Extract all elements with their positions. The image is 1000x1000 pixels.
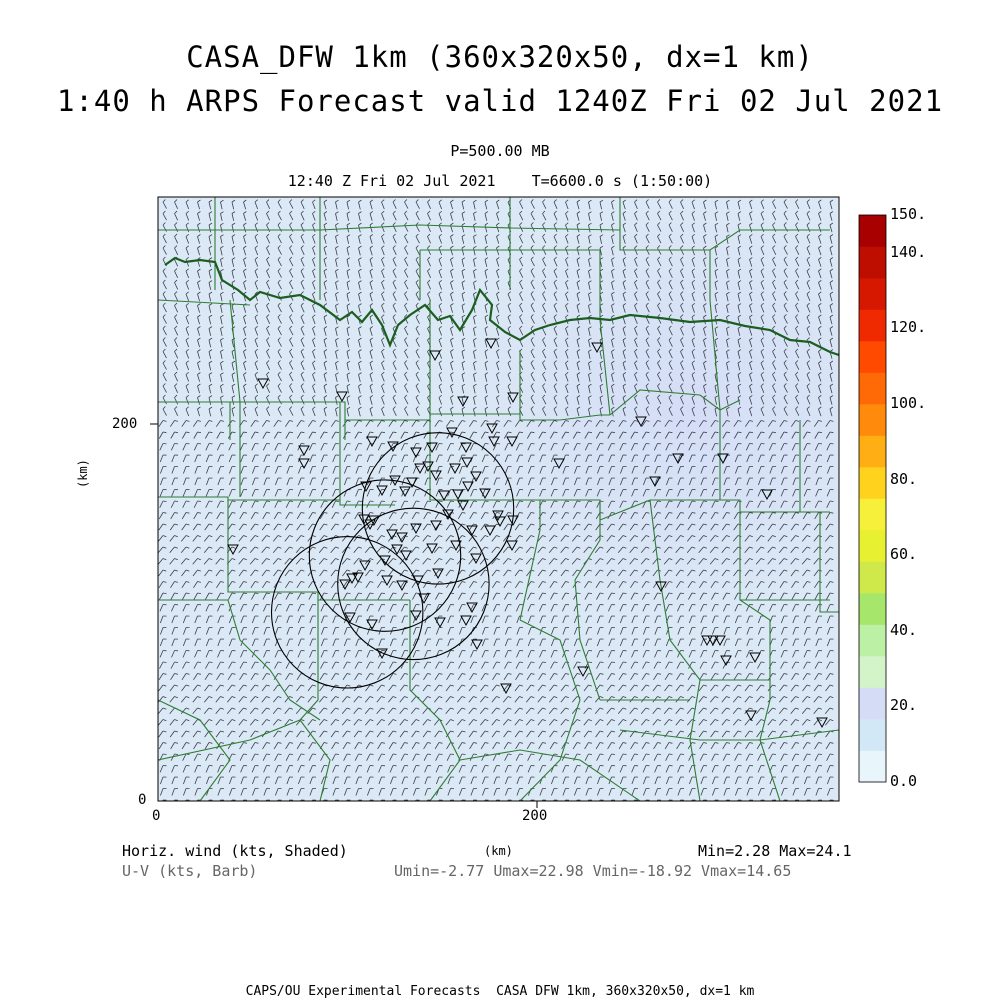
colorbar-label: 0.0	[890, 772, 918, 790]
colorbar-segment	[859, 310, 886, 342]
colorbar-segment	[859, 278, 886, 310]
y-tick-label-0: 0	[138, 792, 147, 808]
x-tick-label-0: 0	[152, 808, 161, 824]
colorbar-segment	[859, 341, 886, 373]
valid-time: 12:40 Z Fri 02 Jul 2021 T=6600.0 s (1:50:00)	[287, 172, 713, 190]
colorbar-segment	[859, 719, 886, 751]
y-axis-label: (km)	[76, 459, 90, 488]
colorbar-segment	[859, 499, 886, 531]
colorbar-segment	[859, 215, 886, 247]
plot-title: CASA_DFW 1km (360x320x50, dx=1 km)	[186, 40, 814, 74]
colorbar-label: 40.	[890, 620, 918, 639]
uv-range-readout: Umin=-2.77 Umax=22.98 Vmin=-18.92 Vmax=14.65	[394, 862, 792, 880]
plot-subtitle: 1:40 h ARPS Forecast valid 1240Z Fri 02 Jul 2021	[56, 84, 944, 118]
y-tick-label-200: 200	[112, 416, 138, 432]
colorbar-segment	[859, 562, 886, 594]
colorbar-label: 100.	[890, 394, 927, 412]
vector-field-label: U-V (kts, Barb)	[122, 862, 258, 880]
colorbar-label: 20.	[890, 696, 918, 715]
colorbar-segment	[859, 247, 886, 279]
x-tick-label-200: 200	[522, 808, 548, 824]
footer-credit: CAPS/OU Experimental Forecasts CASA DFW 1km, 360x320x50, dx=1 km	[245, 984, 755, 999]
colorbar-label: 120.	[890, 318, 927, 337]
colorbar-segment	[859, 625, 886, 657]
colorbar	[859, 215, 886, 782]
colorbar-segment	[859, 656, 886, 688]
colorbar-label: 60.	[890, 545, 918, 564]
colorbar-segment	[859, 751, 886, 783]
shaded-field-label: Horiz. wind (kts, Shaded)	[122, 842, 348, 860]
colorbar-segment	[859, 593, 886, 625]
colorbar-label: 140.	[890, 242, 927, 261]
colorbar-segment	[859, 530, 886, 562]
colorbar-label: 80.	[890, 469, 918, 488]
colorbar-segment	[859, 436, 886, 468]
x-axis-label: (km)	[484, 844, 513, 858]
colorbar-segment	[859, 373, 886, 405]
colorbar-segment	[859, 688, 886, 720]
pressure-level: P=500.00 MB	[450, 142, 550, 160]
colorbar-label: 150.	[890, 205, 927, 223]
colorbar-segment	[859, 467, 886, 499]
colorbar-segment	[859, 404, 886, 436]
min-max-readout: Min=2.28 Max=24.1	[698, 842, 852, 860]
